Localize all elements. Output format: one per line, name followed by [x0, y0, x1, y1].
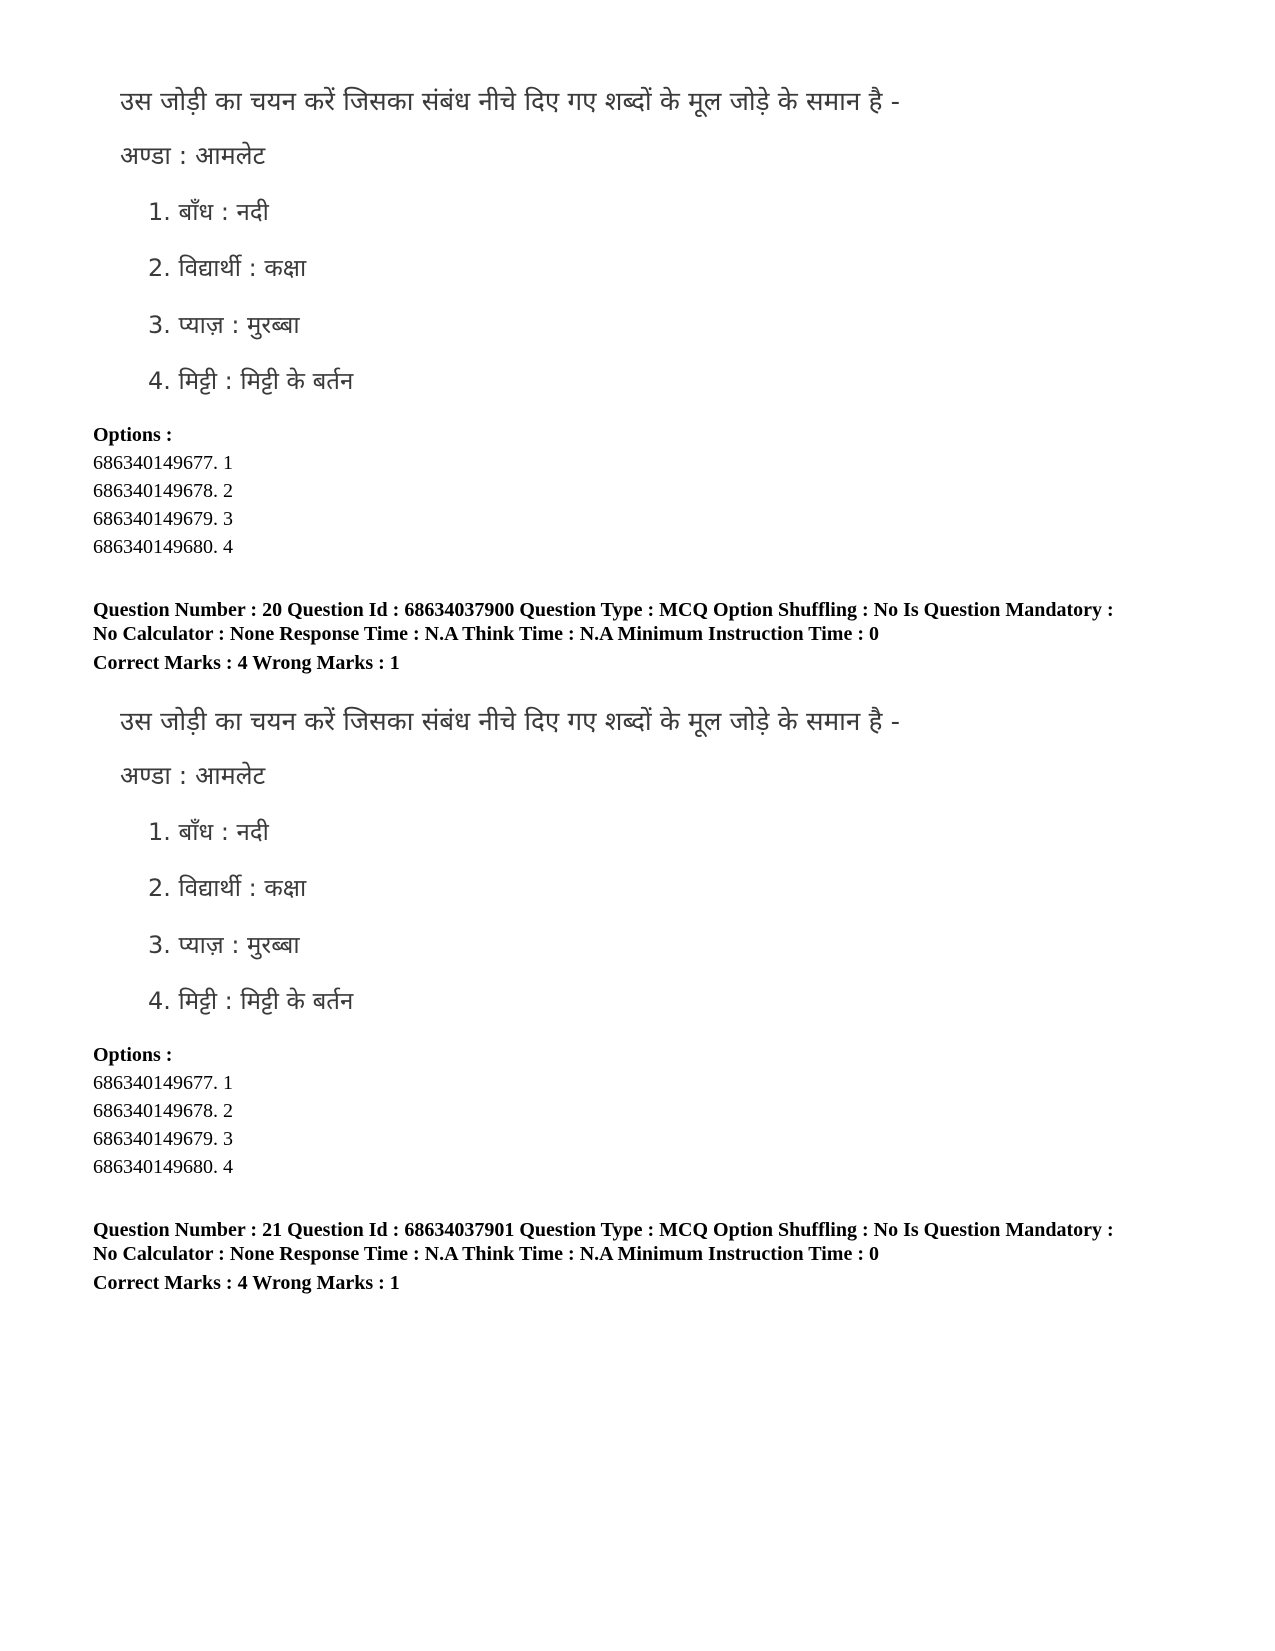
- option-line: 686340149679. 3: [93, 1128, 233, 1150]
- question-meta-line-2: No Calculator : None Response Time : N.A Think Time : N.A Minimum Instruction Time : 0: [93, 1243, 879, 1265]
- given-word-pair: अण्डा : आमलेट: [120, 761, 266, 790]
- choice-item-3: 3. प्याज़ : मुरब्बा: [148, 931, 300, 959]
- option-line: 686340149679. 3: [93, 508, 233, 530]
- option-line: 686340149680. 4: [93, 1156, 233, 1178]
- question-stem: उस जोड़ी का चयन करें जिसका संबंध नीचे दिए गए शब्दों के मूल जोड़े के समान है -: [120, 87, 901, 117]
- option-line: 686340149680. 4: [93, 536, 233, 558]
- choice-item-2: 2. विद्यार्थी : कक्षा: [148, 254, 307, 282]
- question-stem: उस जोड़ी का चयन करें जिसका संबंध नीचे दिए गए शब्दों के मूल जोड़े के समान है -: [120, 707, 901, 737]
- question-meta: [93, 1218, 1193, 1266]
- option-line: 686340149678. 2: [93, 480, 233, 502]
- options-label: Options :: [93, 1044, 173, 1066]
- option-line: 686340149677. 1: [93, 452, 233, 474]
- marks-line: Correct Marks : 4 Wrong Marks : 1: [93, 652, 400, 674]
- choice-item-4: 4. मिट्टी : मिट्टी के बर्तन: [148, 367, 354, 395]
- question-meta: [93, 598, 1193, 646]
- option-line: 686340149678. 2: [93, 1100, 233, 1122]
- question-meta-line-1: Question Number : 21 Question Id : 68634037901 Question Type : MCQ Option Shuffling : No Is Question Mandatory :: [93, 1219, 1114, 1241]
- options-label: Options :: [93, 424, 173, 446]
- marks-line: Correct Marks : 4 Wrong Marks : 1: [93, 1272, 400, 1294]
- choice-item-2: 2. विद्यार्थी : कक्षा: [148, 874, 307, 902]
- question-meta-line-2: No Calculator : None Response Time : N.A Think Time : N.A Minimum Instruction Time : 0: [93, 623, 879, 645]
- choice-item-1: 1. बाँध : नदी: [148, 198, 269, 226]
- choice-item-3: 3. प्याज़ : मुरब्बा: [148, 311, 300, 339]
- question-meta-line-1: Question Number : 20 Question Id : 68634037900 Question Type : MCQ Option Shuffling : No Is Question Mandatory :: [93, 599, 1114, 621]
- given-word-pair: अण्डा : आमलेट: [120, 141, 266, 170]
- choice-item-1: 1. बाँध : नदी: [148, 818, 269, 846]
- choice-item-4: 4. मिट्टी : मिट्टी के बर्तन: [148, 987, 354, 1015]
- option-line: 686340149677. 1: [93, 1072, 233, 1094]
